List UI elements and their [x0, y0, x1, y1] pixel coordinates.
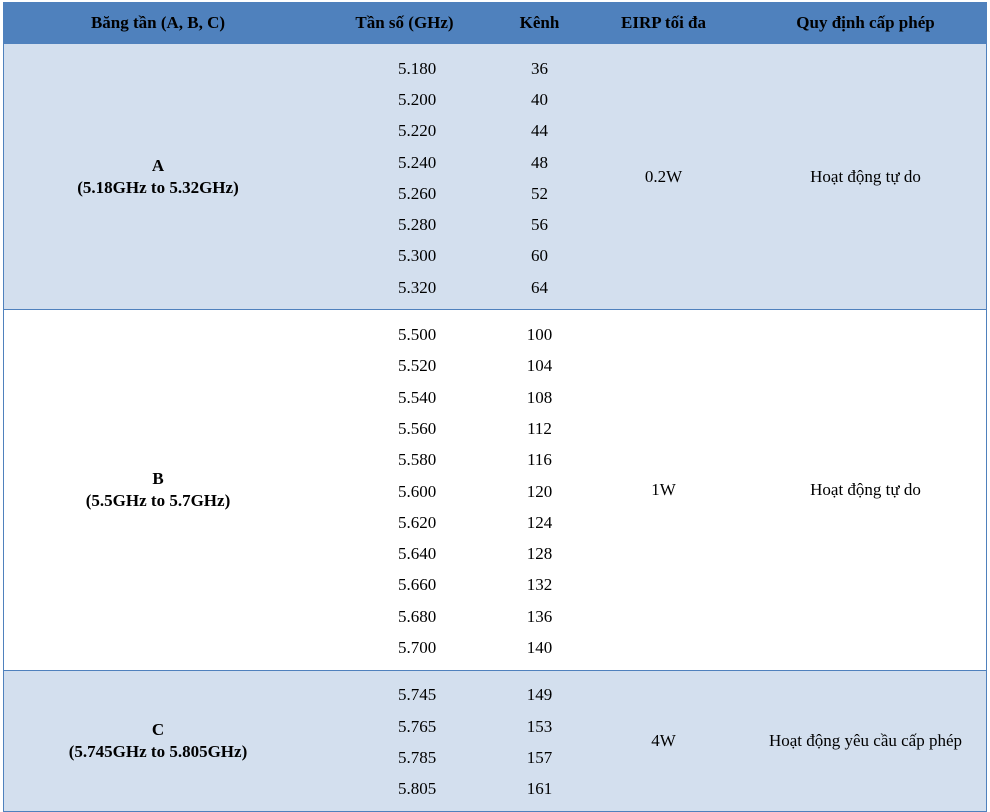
table-row	[312, 538, 582, 569]
header-channel: Kênh	[519, 13, 560, 32]
table-row	[312, 632, 582, 663]
channel-cell: 136	[526, 606, 553, 626]
frequency-cell: 5.580	[398, 450, 437, 470]
channel-cell: 157	[526, 747, 553, 767]
header-license: Quy định cấp phép	[796, 13, 935, 32]
header-band: Băng tần (A, B, C)	[90, 13, 226, 32]
channel-cell: 140	[526, 637, 553, 657]
frequency-cell: 5.200	[398, 89, 437, 109]
band-c-name: C	[151, 719, 165, 739]
table-row	[312, 680, 582, 711]
table-row	[312, 319, 582, 350]
frequency-cell: 5.745	[398, 685, 437, 705]
frequency-cell: 5.660	[398, 575, 437, 595]
frequency-cell: 5.280	[398, 215, 437, 235]
table-row	[312, 507, 582, 538]
channel-cell: 108	[526, 387, 553, 407]
channel-cell: 120	[526, 481, 553, 501]
table-row	[312, 241, 582, 272]
channel-cell: 124	[526, 512, 553, 532]
table-row	[312, 351, 582, 382]
channel-cell: 112	[527, 418, 552, 438]
header-frequency: Tần số (GHz)	[355, 13, 454, 32]
channel-cell: 100	[526, 325, 553, 345]
table-row	[312, 570, 582, 601]
band-b-name: B	[152, 469, 164, 488]
channel-cell: 48	[531, 152, 548, 172]
channel-cell: 40	[531, 89, 548, 109]
table-row	[312, 476, 582, 507]
table-row	[312, 774, 582, 805]
channel-cell: 132	[526, 575, 553, 595]
frequency-cell: 5.560	[398, 418, 437, 438]
frequency-cell: 5.805	[398, 779, 437, 799]
channel-cell: 116	[527, 450, 552, 470]
frequency-cell: 5.180	[398, 58, 437, 78]
frequency-cell: 5.700	[398, 637, 437, 657]
band-a-rows	[312, 44, 582, 309]
table-row	[312, 116, 582, 147]
frequency-cell: 5.680	[398, 606, 437, 626]
band-b-eirp: 1W	[651, 480, 676, 499]
band-c-group	[4, 670, 986, 811]
band-c-license: Hoạt động yêu cầu cấp phép	[768, 730, 963, 750]
frequency-cell: 5.300	[398, 246, 437, 266]
table-row	[312, 445, 582, 476]
channel-cell: 149	[526, 685, 553, 705]
frequency-cell: 5.540	[398, 387, 437, 407]
frequency-cell: 5.220	[398, 121, 437, 141]
table-row	[312, 84, 582, 115]
table-row	[312, 147, 582, 178]
table-row	[312, 711, 582, 742]
band-a-label	[4, 44, 312, 309]
channel-cell: 56	[531, 215, 548, 235]
table-row	[312, 272, 582, 303]
band-c-rows	[312, 671, 582, 811]
table-row	[312, 178, 582, 209]
band-b-rows	[312, 310, 582, 669]
band-b-label	[4, 310, 312, 669]
band-c-eirp: 4W	[651, 730, 676, 750]
table-row	[312, 382, 582, 413]
header-eirp: EIRP tối đa	[620, 13, 707, 32]
channel-cell: 36	[531, 58, 548, 78]
band-c-label	[4, 671, 312, 811]
band-a-name: A	[151, 155, 165, 175]
channel-cell: 60	[531, 246, 548, 266]
band-c-range: (5.745GHz to 5.805GHz)	[68, 741, 248, 761]
band-b-range: (5.5GHz to 5.7GHz)	[85, 491, 231, 510]
table-row	[312, 601, 582, 632]
channel-cell: 161	[526, 779, 553, 799]
band-a-group	[4, 43, 986, 309]
table-row	[312, 413, 582, 444]
band-a-eirp: 0.2W	[644, 166, 683, 186]
table-row	[312, 742, 582, 773]
band-a-range: (5.18GHz to 5.32GHz)	[77, 177, 239, 197]
channel-cell: 44	[531, 121, 548, 141]
table-header	[4, 3, 986, 43]
frequency-cell: 5.600	[398, 481, 437, 501]
band-table	[3, 2, 987, 812]
channel-cell: 64	[531, 277, 548, 297]
channel-cell: 104	[526, 356, 553, 376]
frequency-cell: 5.260	[398, 183, 437, 203]
band-a-license: Hoạt động tự do	[810, 166, 921, 186]
frequency-cell: 5.500	[398, 325, 437, 345]
band-b-group	[4, 309, 986, 669]
channel-cell: 153	[526, 716, 553, 736]
channel-cell: 128	[526, 544, 553, 564]
table-row	[312, 53, 582, 84]
frequency-cell: 5.240	[398, 152, 437, 172]
frequency-cell: 5.785	[398, 747, 437, 767]
band-b-license: Hoạt động tự do	[810, 480, 921, 499]
frequency-cell: 5.520	[398, 356, 437, 376]
channel-cell: 52	[531, 183, 548, 203]
frequency-cell: 5.765	[398, 716, 437, 736]
frequency-cell: 5.640	[398, 544, 437, 564]
table-row	[312, 209, 582, 240]
frequency-cell: 5.320	[398, 277, 437, 297]
frequency-cell: 5.620	[398, 512, 437, 532]
